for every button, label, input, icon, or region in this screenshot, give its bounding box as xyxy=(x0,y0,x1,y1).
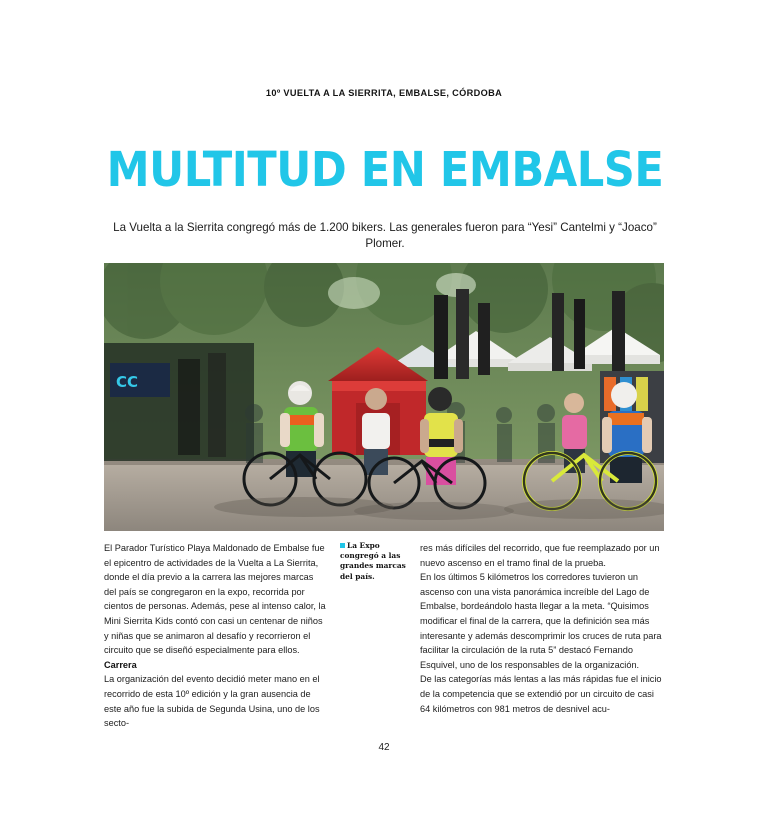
column-left xyxy=(104,541,326,731)
column-right xyxy=(420,541,664,716)
paragraph: En los últimos 5 kilómetros los corredores tuvieron un ascenso con una vista panorámica increíble del Lago de Embalse, bordeándolo hasta llegar a la meta. “Quisimos modificar el final de la carrera, que la definición sea más interesante y además descomprimir los cruces de ruta para facilitar la circulación de la ruta 5” destacó Fernando Esquivel, uno de los responsables de la organización. xyxy=(420,572,662,670)
caption-marker-icon xyxy=(340,543,345,548)
article-deck: La Vuelta a la Sierrita congregó más de 1.200 bikers. Las generales fueron para “Yesi” Cantelmi y “Joaco” Plomer. xyxy=(113,221,657,250)
paragraph: El Parador Turístico Playa Maldonado de Embalse fue el epicentro de actividades de la Vuelta a La Sierrita, donde el día previo a la carrera las mejores marcas del país se congregaron en la expo, recorrida por cientos de personas. Además, pese al intenso calor, la Mini Sierrita Kids contó con casi un centenar de niños y niñas que se animaron al desafío y recorrieron el circuito que se diseñó especialmente para ellos. xyxy=(104,543,326,656)
photo-caption xyxy=(340,541,412,582)
section-subhead: Carrera xyxy=(104,659,137,670)
caption-text: La Expo congregó a las grandes marcas del país. xyxy=(340,541,406,581)
paragraph: La organización del evento decidió meter mano en el recorrido de esta 10º edición y la gran ausencia de este año fue la subida de Segunda Usina, uno de los secto- xyxy=(104,674,320,729)
paragraph: res más difíciles del recorrido, que fue reemplazado por un nuevo ascenso en el tramo final de la prueba. xyxy=(420,543,660,568)
page-number: 42 xyxy=(378,742,390,753)
expo-bikers-crowd-photo xyxy=(104,263,664,531)
paragraph: De las categorías más lentas a las más rápidas fue el inicio de la competencia que se extendió por un circuito de casi 64 kilómetros con 981 metros de desnivel acu- xyxy=(420,674,662,714)
article-body xyxy=(104,541,664,731)
page-title: MULTITUD EN EMBALSE xyxy=(106,142,664,198)
svg-text:CC: CC xyxy=(116,373,139,391)
running-head: 10º VUELTA A LA SIERRITA, EMBALSE, CÓRDOBA xyxy=(265,88,503,98)
photo-illustration xyxy=(104,263,664,531)
